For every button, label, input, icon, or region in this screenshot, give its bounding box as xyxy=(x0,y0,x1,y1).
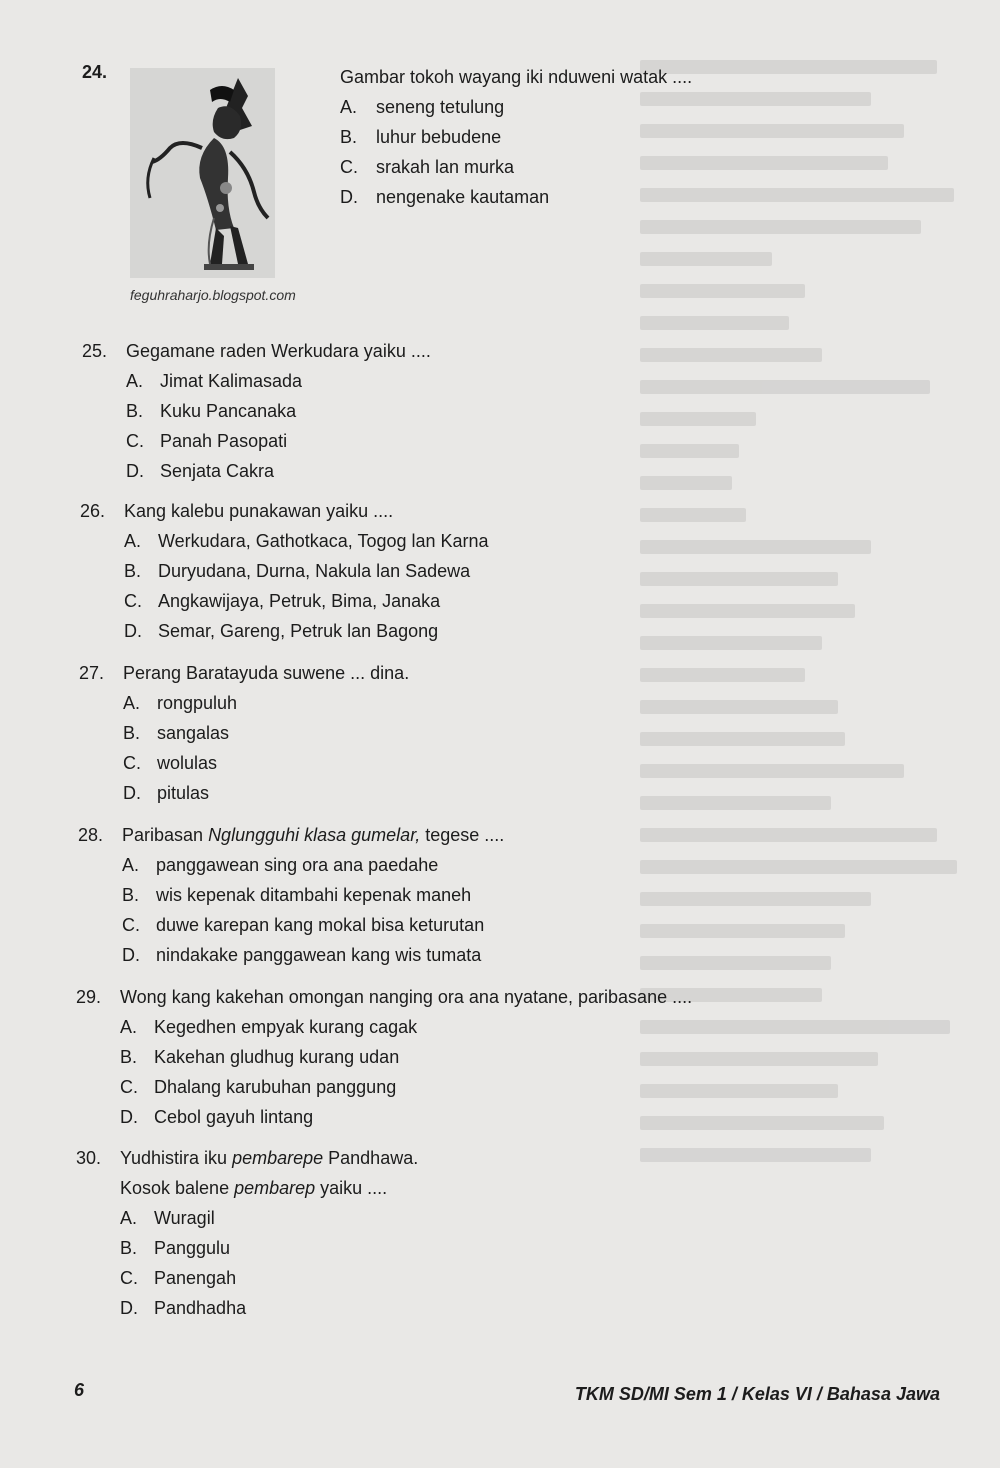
q29-options xyxy=(76,1012,692,1132)
q30-stem-italic: pembarepe xyxy=(232,1148,324,1168)
q30-line2-prefix: Kosok balene xyxy=(120,1178,235,1198)
q30-option-a[interactable]: A. Wuragil xyxy=(120,1208,215,1228)
q28-option-b[interactable]: B. wis kepenak ditambahi kepenak maneh xyxy=(122,885,472,905)
q30-line2-suffix: yaiku .... xyxy=(315,1178,388,1198)
q25-option-a[interactable]: A. Jimat Kalimasada xyxy=(126,371,303,391)
q29-option-d[interactable]: D. Cebol gayuh lintang xyxy=(120,1107,314,1127)
q26-option-b[interactable]: B. Duryudana, Durna, Nakula lan Sadewa xyxy=(124,561,471,581)
q27-option-d[interactable]: D. pitulas xyxy=(123,783,210,803)
question-26 xyxy=(80,496,489,646)
image-credit: feguhraharjo.blogspot.com xyxy=(130,287,296,303)
q26-option-d[interactable]: D. Semar, Gareng, Petruk lan Bagong xyxy=(124,621,439,641)
q30-number: 30. xyxy=(76,1148,102,1168)
q24-options xyxy=(340,92,692,212)
q24-option-c[interactable]: C. srakah lan murka xyxy=(340,157,515,177)
q25-options xyxy=(82,366,431,486)
q30-option-b[interactable]: B. Panggulu xyxy=(120,1238,231,1258)
question-29 xyxy=(76,982,692,1132)
q30-option-c[interactable]: C. Panengah xyxy=(120,1268,237,1288)
q26-stem: Kang kalebu punakawan yaiku .... xyxy=(124,501,394,521)
question-30 xyxy=(76,1143,418,1323)
q28-stem-prefix: Paribasan xyxy=(122,825,209,845)
q29-stem: Wong kang kakehan omongan nanging ora ana nyatane, paribasane .... xyxy=(120,987,693,1007)
question-25 xyxy=(82,336,431,486)
q28-option-a[interactable]: A. panggawean sing ora ana paedahe xyxy=(122,855,439,875)
q26-number: 26. xyxy=(80,501,106,521)
q27-stem: Perang Baratayuda suwene ... dina. xyxy=(123,663,410,683)
q26-options xyxy=(80,526,489,646)
q28-option-d[interactable]: D. nindakake panggawean kang wis tumata xyxy=(122,945,482,965)
q27-number: 27. xyxy=(79,663,105,683)
footer-title: TKM SD/MI Sem 1 / Kelas VI / Bahasa Jawa xyxy=(574,1384,940,1404)
q25-option-c[interactable]: C. Panah Pasopati xyxy=(126,431,288,451)
q29-option-c[interactable]: C. Dhalang karubuhan panggung xyxy=(120,1077,397,1097)
q30-options xyxy=(76,1203,418,1323)
q24-stem: Gambar tokoh wayang iki nduweni watak .... xyxy=(340,67,693,87)
question-24 xyxy=(340,62,692,212)
q28-stem-italic: Nglungguhi klasa gumelar, xyxy=(208,825,421,845)
q25-number: 25. xyxy=(82,341,108,361)
page-number: 6 xyxy=(74,1380,85,1400)
q28-options xyxy=(78,850,504,970)
q26-option-a[interactable]: A. Werkudara, Gathotkaca, Togog lan Karna xyxy=(124,531,489,551)
q25-stem: Gegamane raden Werkudara yaiku .... xyxy=(126,341,431,361)
q27-option-a[interactable]: A. rongpuluh xyxy=(123,693,238,713)
wayang-puppet-icon xyxy=(130,68,275,278)
q24-option-b[interactable]: B. luhur bebudene xyxy=(340,127,502,147)
q28-number: 28. xyxy=(78,825,104,845)
q29-number: 29. xyxy=(76,987,102,1007)
q27-options xyxy=(79,688,409,808)
question-27 xyxy=(79,658,409,808)
q27-option-c[interactable]: C. wolulas xyxy=(123,753,218,773)
q28-stem-suffix: tegese .... xyxy=(420,825,505,845)
q30-stem-prefix: Yudhistira iku xyxy=(120,1148,233,1168)
wayang-figure-image xyxy=(130,68,275,278)
q24-option-a[interactable]: A. seneng tetulung xyxy=(340,97,505,117)
q26-option-c[interactable]: C. Angkawijaya, Petruk, Bima, Janaka xyxy=(124,591,441,611)
q28-option-c[interactable]: C. duwe karepan kang mokal bisa keturutan xyxy=(122,915,485,935)
q30-line2-italic: pembarep xyxy=(234,1178,316,1198)
question-28 xyxy=(78,820,504,970)
q25-option-d[interactable]: D. Senjata Cakra xyxy=(126,461,275,481)
q24-number: 24. xyxy=(82,62,108,82)
q24-option-d[interactable]: D. nengenake kautaman xyxy=(340,187,550,207)
q30-stem-suffix: Pandhawa. xyxy=(323,1148,419,1168)
q27-option-b[interactable]: B. sangalas xyxy=(123,723,230,743)
q29-option-b[interactable]: B. Kakehan gludhug kurang udan xyxy=(120,1047,400,1067)
q30-option-d[interactable]: D. Pandhadha xyxy=(120,1298,247,1318)
q25-option-b[interactable]: B. Kuku Pancanaka xyxy=(126,401,297,421)
q29-option-a[interactable]: A. Kegedhen empyak kurang cagak xyxy=(120,1017,418,1037)
